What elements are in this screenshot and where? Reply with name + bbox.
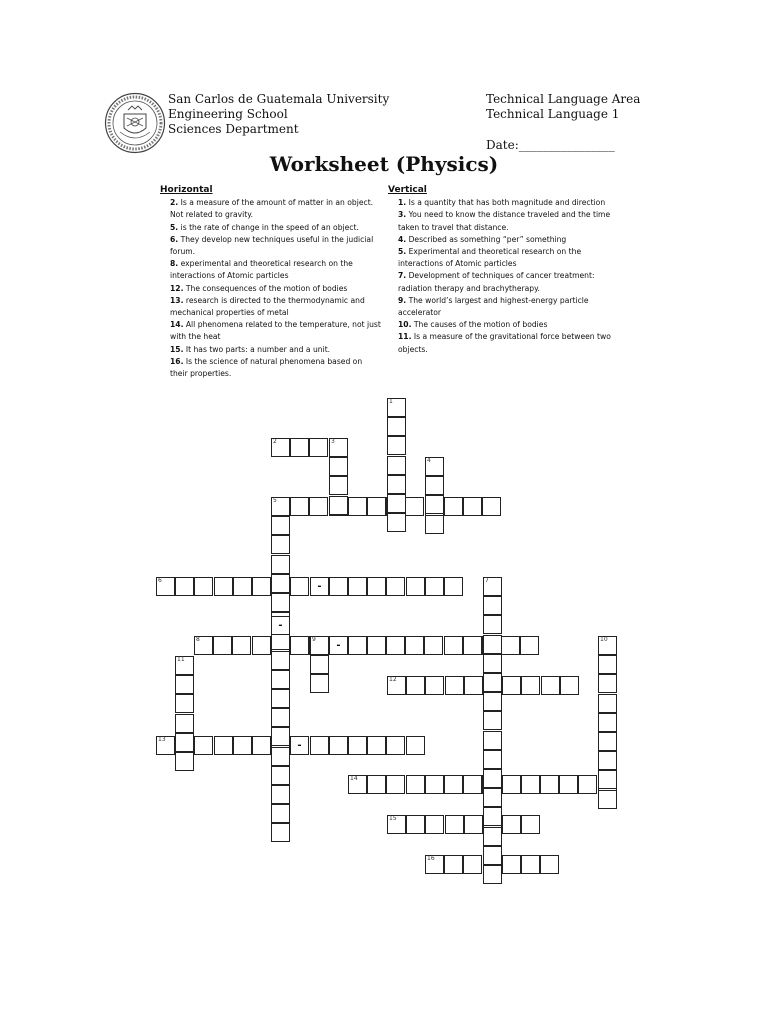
clue-number: 1. bbox=[398, 198, 407, 208]
clue-number: 3. bbox=[398, 210, 407, 220]
clue-number: 12. bbox=[170, 283, 184, 293]
crossword-cell[interactable] bbox=[175, 656, 194, 675]
clue-item bbox=[170, 234, 382, 258]
school-name: Engineering School bbox=[168, 107, 288, 121]
crossword-cell[interactable] bbox=[482, 497, 501, 516]
clue-text: Described as something “per” something bbox=[406, 234, 567, 244]
crossword-cell[interactable] bbox=[233, 577, 252, 596]
cell-number: 14 bbox=[350, 775, 358, 782]
crossword-cell[interactable] bbox=[425, 775, 444, 794]
crossword-cell[interactable] bbox=[598, 655, 617, 674]
crossword-cell[interactable] bbox=[387, 456, 406, 475]
clue-item bbox=[398, 295, 613, 319]
clue-item bbox=[398, 246, 613, 270]
crossword-cell[interactable] bbox=[598, 694, 617, 713]
vertical-heading: Vertical bbox=[388, 185, 427, 195]
course-name: Technical Language 1 bbox=[486, 107, 620, 121]
crossword-cell[interactable] bbox=[598, 713, 617, 732]
crossword-cell[interactable] bbox=[329, 476, 348, 495]
crossword-cell[interactable] bbox=[271, 651, 290, 670]
crossword-cell[interactable] bbox=[386, 775, 405, 794]
cell-number: 6 bbox=[158, 577, 162, 584]
crossword-cell[interactable] bbox=[521, 775, 540, 794]
clue-text: Is a measure of the gravitational force between two objects. bbox=[398, 332, 611, 354]
clue-item bbox=[170, 258, 382, 282]
crossword-cell[interactable] bbox=[175, 714, 194, 733]
clue-text: Development of techniques of cancer treatment: radiation therapy and brachytherapy. bbox=[398, 271, 595, 293]
area-name: Technical Language Area bbox=[486, 92, 641, 106]
crossword-cell[interactable] bbox=[271, 438, 290, 457]
crossword-cell[interactable] bbox=[310, 736, 329, 755]
crossword-cell[interactable] bbox=[348, 736, 367, 755]
crossword-cell[interactable] bbox=[406, 577, 425, 596]
crossword-cell[interactable] bbox=[156, 736, 175, 755]
crossword-cell[interactable] bbox=[214, 736, 233, 755]
cell-number: 16 bbox=[427, 855, 435, 862]
clue-item bbox=[170, 295, 382, 319]
cell-hyphen: - bbox=[336, 640, 341, 651]
crossword-cell[interactable] bbox=[483, 577, 502, 596]
crossword-cell[interactable] bbox=[424, 636, 443, 655]
cell-number: 2 bbox=[273, 438, 277, 445]
crossword-cell[interactable] bbox=[386, 736, 405, 755]
crossword-cell[interactable] bbox=[406, 736, 425, 755]
crossword-cell[interactable] bbox=[425, 855, 444, 874]
crossword-cell[interactable] bbox=[387, 398, 406, 417]
crossword-cell[interactable] bbox=[290, 497, 309, 516]
vertical-clue-list bbox=[388, 197, 613, 356]
crossword-cell[interactable] bbox=[598, 770, 617, 789]
crossword-cell[interactable] bbox=[425, 476, 444, 495]
clue-text: It has two parts: a number and a unit. bbox=[183, 344, 331, 354]
crossword-cell[interactable] bbox=[425, 495, 444, 514]
crossword-cell[interactable] bbox=[598, 790, 617, 809]
cell-number: 13 bbox=[158, 736, 166, 743]
crossword-cell[interactable] bbox=[329, 736, 348, 755]
clue-item bbox=[398, 209, 613, 233]
crossword-cell[interactable] bbox=[175, 675, 194, 694]
clue-text: The causes of the motion of bodies bbox=[411, 320, 548, 330]
crossword-cell[interactable] bbox=[387, 815, 406, 834]
crossword-cell[interactable] bbox=[271, 516, 290, 535]
crossword-cell[interactable] bbox=[290, 636, 309, 655]
clue-number: 10. bbox=[398, 320, 412, 330]
clue-number: 2. bbox=[170, 198, 179, 208]
crossword-cell[interactable] bbox=[367, 736, 386, 755]
clue-number: 6. bbox=[170, 234, 179, 244]
crossword-cell[interactable] bbox=[483, 731, 502, 750]
crossword-cell[interactable] bbox=[386, 577, 405, 596]
crossword-cell[interactable] bbox=[387, 676, 406, 695]
cell-number: 5 bbox=[273, 497, 277, 504]
clue-text: Is the science of natural phenomena based on their properties. bbox=[170, 356, 363, 379]
crossword-cell[interactable] bbox=[463, 497, 482, 516]
clue-item bbox=[398, 270, 613, 294]
clue-number: 9. bbox=[398, 295, 407, 305]
crossword-cell[interactable] bbox=[310, 674, 329, 693]
clue-text: Experimental and theoretical research on the interactions of Atomic particles bbox=[398, 247, 582, 269]
crossword-cell[interactable] bbox=[502, 815, 521, 834]
crossword-cell[interactable] bbox=[387, 494, 406, 513]
clue-number: 13. bbox=[170, 295, 184, 305]
crossword-cell[interactable] bbox=[464, 676, 483, 695]
crossword-cell[interactable] bbox=[521, 815, 540, 834]
crossword-cell[interactable] bbox=[214, 577, 233, 596]
crossword-cell[interactable] bbox=[271, 593, 290, 612]
crossword-cell[interactable] bbox=[194, 736, 213, 755]
clue-text: The world’s largest and highest-energy particle accelerator bbox=[398, 295, 589, 318]
crossword-cell[interactable] bbox=[309, 438, 328, 457]
clue-text: Is a measure of the amount of matter in an object. Not related to gravity. bbox=[170, 198, 374, 220]
clue-number: 16. bbox=[170, 356, 184, 366]
clue-item bbox=[398, 234, 613, 246]
crossword-cell[interactable] bbox=[271, 747, 290, 766]
crossword-cell[interactable] bbox=[521, 676, 540, 695]
crossword-cell[interactable] bbox=[598, 751, 617, 770]
crossword-cell[interactable] bbox=[406, 815, 425, 834]
crossword-cell[interactable] bbox=[194, 636, 213, 655]
clue-text: is the rate of change in the speed of an object. bbox=[178, 222, 359, 232]
crossword-cell[interactable] bbox=[502, 855, 521, 874]
clue-text: They develop new techniques useful in the judicial forum. bbox=[170, 234, 374, 257]
crossword-cell[interactable] bbox=[348, 636, 367, 655]
clue-item bbox=[170, 356, 382, 380]
crossword-cell[interactable] bbox=[271, 785, 290, 804]
clue-number: 4. bbox=[398, 234, 407, 244]
vertical-clues bbox=[388, 184, 613, 356]
crossword-cell[interactable] bbox=[309, 497, 328, 516]
crossword-cell[interactable] bbox=[387, 475, 406, 494]
crossword-cell[interactable] bbox=[271, 535, 290, 554]
crossword-cell[interactable] bbox=[444, 497, 463, 516]
cell-hyphen: - bbox=[278, 620, 283, 631]
crossword-cell[interactable] bbox=[271, 670, 290, 689]
crossword-cell[interactable] bbox=[540, 775, 559, 794]
clue-text: The consequences of the motion of bodies bbox=[183, 283, 348, 293]
crossword-cell[interactable] bbox=[425, 515, 444, 534]
clue-item bbox=[170, 222, 382, 234]
crossword-cell[interactable] bbox=[483, 615, 502, 634]
crossword-cell[interactable] bbox=[329, 438, 348, 457]
crossword-cell[interactable] bbox=[425, 577, 444, 596]
crossword-cell[interactable] bbox=[444, 775, 463, 794]
crossword-cell[interactable] bbox=[232, 636, 251, 655]
cell-number: 11 bbox=[177, 656, 185, 663]
crossword-cell[interactable] bbox=[387, 436, 406, 455]
crossword-cell[interactable] bbox=[310, 636, 329, 655]
crossword-cell[interactable] bbox=[502, 775, 521, 794]
crossword-cell[interactable] bbox=[463, 775, 482, 794]
crossword-cell[interactable] bbox=[252, 577, 271, 596]
crossword-cell[interactable] bbox=[271, 574, 290, 593]
crossword-cell[interactable] bbox=[290, 577, 309, 596]
horizontal-clue-list bbox=[160, 197, 382, 380]
crossword-cell[interactable] bbox=[175, 733, 194, 752]
clue-item bbox=[170, 344, 382, 356]
crossword-cell[interactable] bbox=[598, 674, 617, 693]
crossword-cell[interactable] bbox=[483, 635, 502, 654]
date-field[interactable]: Date:________________ bbox=[486, 138, 615, 152]
crossword-cell[interactable] bbox=[271, 689, 290, 708]
crossword-cell[interactable] bbox=[348, 577, 367, 596]
cell-number: 10 bbox=[600, 636, 608, 643]
crossword-cell[interactable] bbox=[444, 636, 463, 655]
cell-number: 9 bbox=[312, 636, 316, 643]
crossword-cell[interactable] bbox=[367, 636, 386, 655]
crossword-cell[interactable] bbox=[348, 497, 367, 516]
crossword-cell[interactable] bbox=[559, 775, 578, 794]
clue-text: experimental and theoretical research on the interactions of Atomic particles bbox=[170, 259, 353, 281]
clue-number: 5. bbox=[398, 247, 407, 257]
horizontal-clues bbox=[160, 184, 382, 380]
crossword-cell[interactable] bbox=[501, 636, 520, 655]
crossword-cell[interactable] bbox=[175, 577, 194, 596]
clue-text: research is directed to the thermodynamic and mechanical properties of metal bbox=[170, 295, 365, 318]
crossword-cell[interactable] bbox=[598, 732, 617, 751]
clue-item bbox=[398, 319, 613, 331]
crossword-cell[interactable] bbox=[271, 708, 290, 727]
crossword-cell[interactable] bbox=[233, 736, 252, 755]
cell-hyphen: - bbox=[317, 581, 322, 592]
crossword-cell[interactable] bbox=[483, 711, 502, 730]
crossword-cell[interactable] bbox=[483, 692, 502, 711]
crossword-cell[interactable] bbox=[464, 815, 483, 834]
clue-item bbox=[170, 319, 382, 343]
crossword-cell[interactable] bbox=[387, 417, 406, 436]
cell-number: 8 bbox=[196, 636, 200, 643]
crossword-cell[interactable] bbox=[560, 676, 579, 695]
crossword-cell[interactable] bbox=[387, 513, 406, 532]
crossword-cell[interactable] bbox=[156, 577, 175, 596]
crossword-cell[interactable] bbox=[329, 636, 348, 655]
crossword-cell[interactable] bbox=[502, 676, 521, 695]
crossword-cell[interactable] bbox=[213, 636, 232, 655]
crossword-cell[interactable] bbox=[483, 827, 502, 846]
crossword-cell[interactable] bbox=[406, 676, 425, 695]
crossword-cell[interactable] bbox=[252, 636, 271, 655]
crossword-cell[interactable] bbox=[367, 497, 386, 516]
crossword-cell[interactable] bbox=[483, 807, 502, 826]
cell-number: 7 bbox=[485, 577, 489, 584]
crossword-cell[interactable] bbox=[405, 497, 424, 516]
crossword-cell[interactable] bbox=[271, 823, 290, 842]
clue-text: Is a quantity that has both magnitude and direction bbox=[406, 198, 606, 208]
crossword-cell[interactable] bbox=[483, 846, 502, 865]
cell-number: 1 bbox=[389, 398, 393, 405]
crossword-cell[interactable] bbox=[521, 855, 540, 874]
clue-item bbox=[398, 331, 613, 355]
crossword-cell[interactable] bbox=[271, 616, 290, 635]
cell-number: 4 bbox=[427, 457, 431, 464]
clue-text: You need to know the distance traveled and the time taken to travel that distance. bbox=[398, 210, 611, 232]
crossword-cell[interactable] bbox=[540, 855, 559, 874]
university-seal-logo bbox=[104, 92, 166, 154]
crossword-cell[interactable] bbox=[483, 596, 502, 615]
crossword-cell[interactable] bbox=[483, 750, 502, 769]
crossword-cell[interactable] bbox=[329, 577, 348, 596]
crossword-cell[interactable] bbox=[425, 676, 444, 695]
cell-number: 3 bbox=[331, 438, 335, 445]
crossword-cell[interactable] bbox=[290, 438, 309, 457]
cell-number: 15 bbox=[389, 815, 397, 822]
crossword-cell[interactable] bbox=[271, 497, 290, 516]
clue-item bbox=[170, 283, 382, 295]
crossword-cell[interactable] bbox=[578, 775, 597, 794]
crossword-cell[interactable] bbox=[483, 654, 502, 673]
department-name: Sciences Department bbox=[168, 122, 299, 136]
crossword-cell[interactable] bbox=[329, 457, 348, 476]
crossword-cell[interactable] bbox=[463, 855, 482, 874]
crossword-cell[interactable] bbox=[310, 577, 329, 596]
crossword-cell[interactable] bbox=[520, 636, 539, 655]
crossword-cell[interactable] bbox=[445, 815, 464, 834]
clue-item bbox=[398, 197, 613, 209]
clue-number: 7. bbox=[398, 271, 407, 281]
crossword-cell[interactable] bbox=[252, 736, 271, 755]
clue-number: 5. bbox=[170, 222, 179, 232]
crossword-cell[interactable] bbox=[444, 577, 463, 596]
crossword-cell[interactable] bbox=[445, 676, 464, 695]
crossword-cell[interactable] bbox=[175, 694, 194, 713]
cell-hyphen: - bbox=[297, 740, 302, 751]
cell-number: 12 bbox=[389, 676, 397, 683]
crossword-cell[interactable] bbox=[598, 636, 617, 655]
worksheet-title: Worksheet (Physics) bbox=[269, 152, 499, 176]
crossword-cell[interactable] bbox=[290, 736, 309, 755]
crossword-cell[interactable] bbox=[271, 555, 290, 574]
crossword-cell[interactable] bbox=[483, 673, 502, 692]
crossword-cell[interactable] bbox=[271, 766, 290, 785]
clue-number: 11. bbox=[398, 332, 412, 342]
clue-item bbox=[170, 197, 382, 221]
clue-number: 14. bbox=[170, 320, 184, 330]
crossword-cell[interactable] bbox=[425, 457, 444, 476]
crossword-cell[interactable] bbox=[463, 636, 482, 655]
crossword-cell[interactable] bbox=[367, 775, 386, 794]
crossword-cell[interactable] bbox=[405, 636, 424, 655]
crossword-cell[interactable] bbox=[175, 752, 194, 771]
clue-number: 15. bbox=[170, 344, 184, 354]
crossword-cell[interactable] bbox=[271, 727, 290, 746]
crossword-cell[interactable] bbox=[483, 769, 502, 788]
crossword-cell[interactable] bbox=[483, 788, 502, 807]
crossword-cell[interactable] bbox=[310, 655, 329, 674]
crossword-cell[interactable] bbox=[444, 855, 463, 874]
crossword-cell[interactable] bbox=[367, 577, 386, 596]
horizontal-heading: Horizontal bbox=[160, 185, 213, 195]
university-name: San Carlos de Guatemala University bbox=[168, 92, 390, 106]
crossword-cell[interactable] bbox=[386, 636, 405, 655]
clue-text: All phenomena related to the temperature, not just with the heat bbox=[170, 320, 381, 342]
crossword-cell[interactable] bbox=[329, 496, 348, 515]
crossword-cell[interactable] bbox=[348, 775, 367, 794]
crossword-cell[interactable] bbox=[425, 815, 444, 834]
crossword-cell[interactable] bbox=[541, 676, 560, 695]
crossword-cell[interactable] bbox=[271, 804, 290, 823]
clue-number: 8. bbox=[170, 259, 179, 269]
crossword-cell[interactable] bbox=[194, 577, 213, 596]
crossword-cell[interactable] bbox=[406, 775, 425, 794]
crossword-cell[interactable] bbox=[483, 865, 502, 884]
